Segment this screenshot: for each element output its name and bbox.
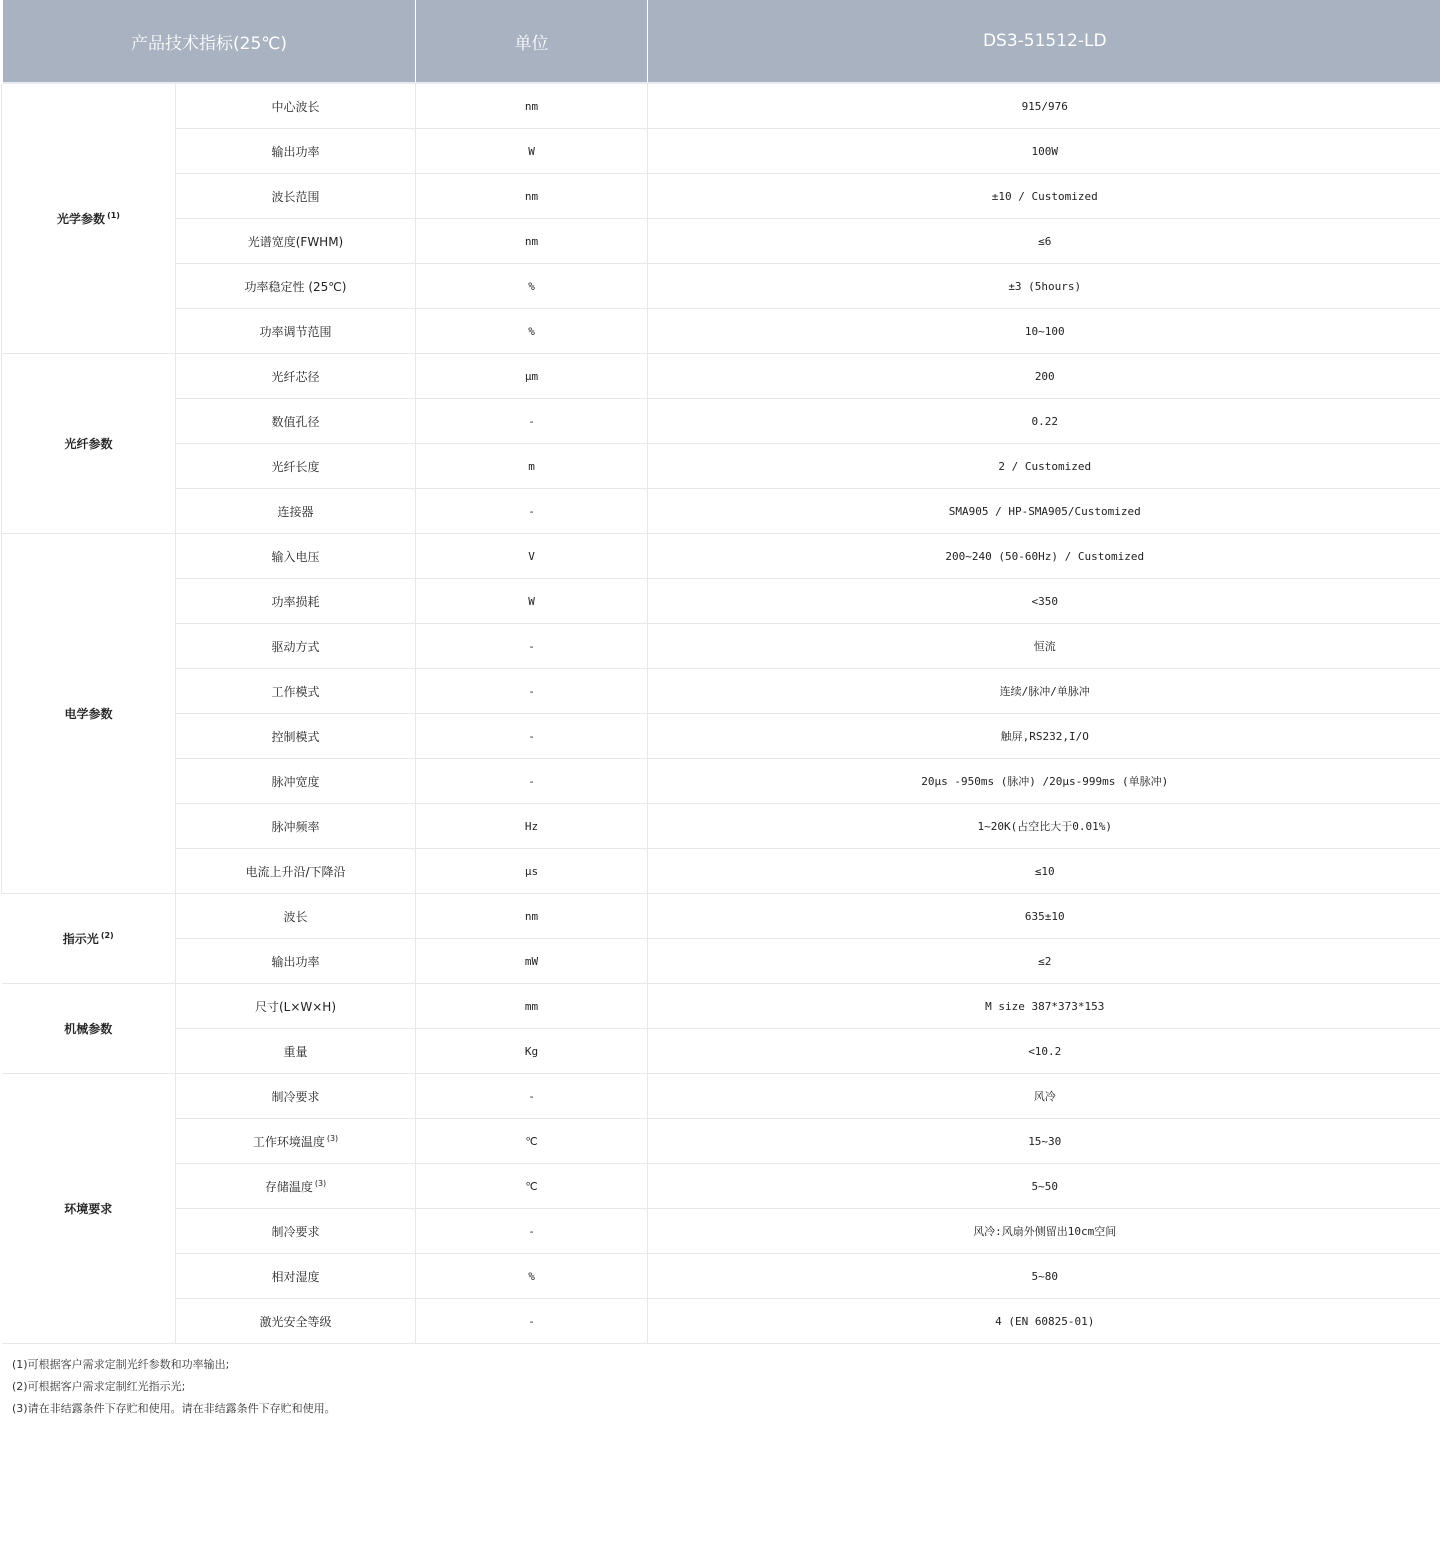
group-name: 电学参数 bbox=[64, 707, 113, 721]
value-cell: 1~20K(占空比大于0.01%) bbox=[648, 804, 1440, 849]
table-row bbox=[2, 669, 1440, 714]
footnote-1: (1)可根据客户需求定制光纤参数和功率输出; bbox=[12, 1358, 230, 1371]
unit-cell: nm bbox=[416, 174, 648, 219]
value-cell: ≤10 bbox=[648, 849, 1440, 894]
param-name: 制冷要求 bbox=[271, 1224, 320, 1239]
param-cell bbox=[176, 1029, 416, 1074]
param-name: 输出功率 bbox=[271, 954, 320, 969]
param-cell bbox=[176, 1254, 416, 1299]
unit-cell: V bbox=[416, 534, 648, 579]
table-row bbox=[2, 939, 1440, 984]
unit-cell: % bbox=[416, 264, 648, 309]
table-row bbox=[2, 1299, 1440, 1344]
unit-cell: - bbox=[416, 759, 648, 804]
param-name: 驱动方式 bbox=[271, 639, 320, 654]
table-row bbox=[2, 354, 1440, 399]
param-name: 数值孔径 bbox=[271, 414, 320, 429]
param-cell bbox=[176, 174, 416, 219]
param-cell bbox=[176, 83, 416, 129]
value-cell: 5~80 bbox=[648, 1254, 1440, 1299]
value-cell: <10.2 bbox=[648, 1029, 1440, 1074]
value-cell: 915/976 bbox=[648, 83, 1440, 129]
value-cell: 4 (EN 60825-01) bbox=[648, 1299, 1440, 1344]
value-cell: 恒流 bbox=[648, 624, 1440, 669]
param-cell bbox=[176, 489, 416, 534]
unit-cell: m bbox=[416, 444, 648, 489]
unit-cell: % bbox=[416, 309, 648, 354]
value-cell: ±3 (5hours) bbox=[648, 264, 1440, 309]
unit-cell: mW bbox=[416, 939, 648, 984]
param-cell bbox=[176, 264, 416, 309]
param-cell bbox=[176, 669, 416, 714]
param-name: 功率损耗 bbox=[271, 594, 320, 609]
table-row bbox=[2, 309, 1440, 354]
param-name: 波长范围 bbox=[271, 189, 320, 204]
value-cell: 0.22 bbox=[648, 399, 1440, 444]
group-label bbox=[2, 894, 176, 984]
table-row bbox=[2, 264, 1440, 309]
group-label bbox=[2, 984, 176, 1074]
value-cell: 635±10 bbox=[648, 894, 1440, 939]
unit-cell: W bbox=[416, 579, 648, 624]
table-row bbox=[2, 129, 1440, 174]
unit-cell: - bbox=[416, 1074, 648, 1119]
param-name: 相对湿度 bbox=[271, 1269, 320, 1284]
value-cell: ±10 / Customized bbox=[648, 174, 1440, 219]
table-row bbox=[2, 804, 1440, 849]
unit-cell: % bbox=[416, 1254, 648, 1299]
table-row bbox=[2, 444, 1440, 489]
group-name: 机械参数 bbox=[64, 1022, 113, 1036]
group-name: 指示光 bbox=[62, 932, 99, 946]
group-footnote-ref: (1) bbox=[107, 211, 120, 220]
value-cell: ≤6 bbox=[648, 219, 1440, 264]
value-cell: 5~50 bbox=[648, 1164, 1440, 1209]
group-label bbox=[2, 1074, 176, 1344]
param-name: 重量 bbox=[283, 1044, 308, 1059]
value-cell: 风冷 bbox=[648, 1074, 1440, 1119]
param-cell bbox=[176, 939, 416, 984]
param-cell bbox=[176, 1119, 416, 1164]
param-cell bbox=[176, 219, 416, 264]
param-name: 输入电压 bbox=[271, 549, 320, 564]
footnote-2: (2)可根据客户需求定制红光指示光; bbox=[12, 1380, 186, 1393]
table-row bbox=[2, 1209, 1440, 1254]
value-cell: 15~30 bbox=[648, 1119, 1440, 1164]
table-row bbox=[2, 399, 1440, 444]
group-label bbox=[2, 534, 176, 894]
param-cell bbox=[176, 579, 416, 624]
unit-cell: μm bbox=[416, 354, 648, 399]
unit-cell: Hz bbox=[416, 804, 648, 849]
table-row bbox=[2, 894, 1440, 939]
unit-cell: - bbox=[416, 489, 648, 534]
param-footnote-ref: (3) bbox=[326, 1133, 339, 1143]
param-cell bbox=[176, 804, 416, 849]
param-name: 中心波长 bbox=[271, 99, 320, 114]
group-label bbox=[2, 83, 176, 354]
param-name: 功率稳定性 (25℃) bbox=[244, 279, 347, 294]
group-footnote-ref: (2) bbox=[100, 931, 114, 940]
header-spec-column: 产品技术指标(25℃) bbox=[2, 0, 416, 83]
unit-cell: - bbox=[416, 624, 648, 669]
param-name: 功率调节范围 bbox=[259, 324, 332, 339]
value-cell: 200 bbox=[648, 354, 1440, 399]
param-name: 光纤长度 bbox=[271, 459, 320, 474]
table-row bbox=[2, 1119, 1440, 1164]
unit-cell: mm bbox=[416, 984, 648, 1029]
value-cell: 连续/脉冲/单脉冲 bbox=[648, 669, 1440, 714]
value-cell: ≤2 bbox=[648, 939, 1440, 984]
unit-cell: - bbox=[416, 714, 648, 759]
value-cell: 风冷:风扇外侧留出10cm空间 bbox=[648, 1209, 1440, 1254]
table-row bbox=[2, 579, 1440, 624]
table-row bbox=[2, 174, 1440, 219]
table-row bbox=[2, 83, 1440, 129]
param-cell bbox=[176, 624, 416, 669]
param-name: 工作模式 bbox=[271, 684, 320, 699]
param-cell bbox=[176, 1299, 416, 1344]
table-row bbox=[2, 1029, 1440, 1074]
param-cell bbox=[176, 714, 416, 759]
value-cell: 触屏,RS232,I/O bbox=[648, 714, 1440, 759]
value-cell: 10~100 bbox=[648, 309, 1440, 354]
table-row bbox=[2, 1074, 1440, 1119]
unit-cell: - bbox=[416, 1209, 648, 1254]
value-cell: 20μs -950ms (脉冲) /20μs-999ms (单脉冲) bbox=[648, 759, 1440, 804]
param-name: 输出功率 bbox=[271, 144, 320, 159]
table-row bbox=[2, 1164, 1440, 1209]
param-name: 脉冲宽度 bbox=[271, 774, 320, 789]
footnote-3: (3)请在非结露条件下存贮和使用。请在非结露条件下存贮和使用。 bbox=[12, 1402, 336, 1415]
value-cell: <350 bbox=[648, 579, 1440, 624]
param-cell bbox=[176, 534, 416, 579]
param-name: 存储温度 bbox=[264, 1179, 313, 1194]
table-row bbox=[2, 489, 1440, 534]
table-row bbox=[2, 714, 1440, 759]
group-name: 光纤参数 bbox=[64, 437, 113, 451]
table-row bbox=[2, 534, 1440, 579]
value-cell: 2 / Customized bbox=[648, 444, 1440, 489]
param-name: 脉冲频率 bbox=[271, 819, 320, 834]
unit-cell: ℃ bbox=[416, 1164, 648, 1209]
table-row bbox=[2, 1254, 1440, 1299]
param-cell bbox=[176, 849, 416, 894]
table-body bbox=[2, 83, 1440, 1344]
value-cell: SMA905 / HP-SMA905/Customized bbox=[648, 489, 1440, 534]
unit-cell: nm bbox=[416, 219, 648, 264]
param-cell bbox=[176, 1209, 416, 1254]
param-name: 光谱宽度(FWHM) bbox=[247, 234, 344, 249]
unit-cell: - bbox=[416, 1299, 648, 1344]
param-cell bbox=[176, 309, 416, 354]
param-cell bbox=[176, 129, 416, 174]
param-cell bbox=[176, 1164, 416, 1209]
param-cell bbox=[176, 444, 416, 489]
group-name: 光学参数 bbox=[57, 212, 106, 226]
unit-cell: ℃ bbox=[416, 1119, 648, 1164]
table-row bbox=[2, 624, 1440, 669]
unit-cell: nm bbox=[416, 83, 648, 129]
table-row bbox=[2, 984, 1440, 1029]
header-unit-column: 单位 bbox=[416, 0, 648, 83]
param-name: 激光安全等级 bbox=[259, 1314, 332, 1329]
unit-cell: nm bbox=[416, 894, 648, 939]
param-name: 光纤芯径 bbox=[271, 369, 320, 384]
group-name: 环境要求 bbox=[64, 1202, 113, 1216]
param-cell bbox=[176, 354, 416, 399]
footnotes bbox=[0, 1344, 1440, 1430]
unit-cell: - bbox=[416, 669, 648, 714]
param-name: 电流上升沿/下降沿 bbox=[245, 864, 346, 879]
param-name: 连接器 bbox=[277, 504, 314, 519]
table-row bbox=[2, 219, 1440, 264]
param-name: 波长 bbox=[283, 909, 308, 924]
value-cell: M size 387*373*153 bbox=[648, 984, 1440, 1029]
unit-cell: W bbox=[416, 129, 648, 174]
value-cell: 200~240 (50-60Hz) / Customized bbox=[648, 534, 1440, 579]
param-cell bbox=[176, 399, 416, 444]
unit-cell: - bbox=[416, 399, 648, 444]
param-name: 工作环境温度 bbox=[252, 1134, 325, 1149]
param-cell bbox=[176, 984, 416, 1029]
group-label bbox=[2, 354, 176, 534]
table-header-row bbox=[2, 0, 1440, 83]
param-name: 尺寸(L×W×H) bbox=[254, 999, 337, 1014]
param-name: 制冷要求 bbox=[271, 1089, 320, 1104]
table-row bbox=[2, 759, 1440, 804]
unit-cell: Kg bbox=[416, 1029, 648, 1074]
header-model-column: DS3-51512-LD bbox=[648, 0, 1440, 83]
unit-cell: μs bbox=[416, 849, 648, 894]
param-cell bbox=[176, 1074, 416, 1119]
param-footnote-ref: (3) bbox=[314, 1178, 327, 1188]
param-name: 控制模式 bbox=[271, 729, 320, 744]
param-cell bbox=[176, 759, 416, 804]
param-cell bbox=[176, 894, 416, 939]
table-row bbox=[2, 849, 1440, 894]
value-cell: 100W bbox=[648, 129, 1440, 174]
